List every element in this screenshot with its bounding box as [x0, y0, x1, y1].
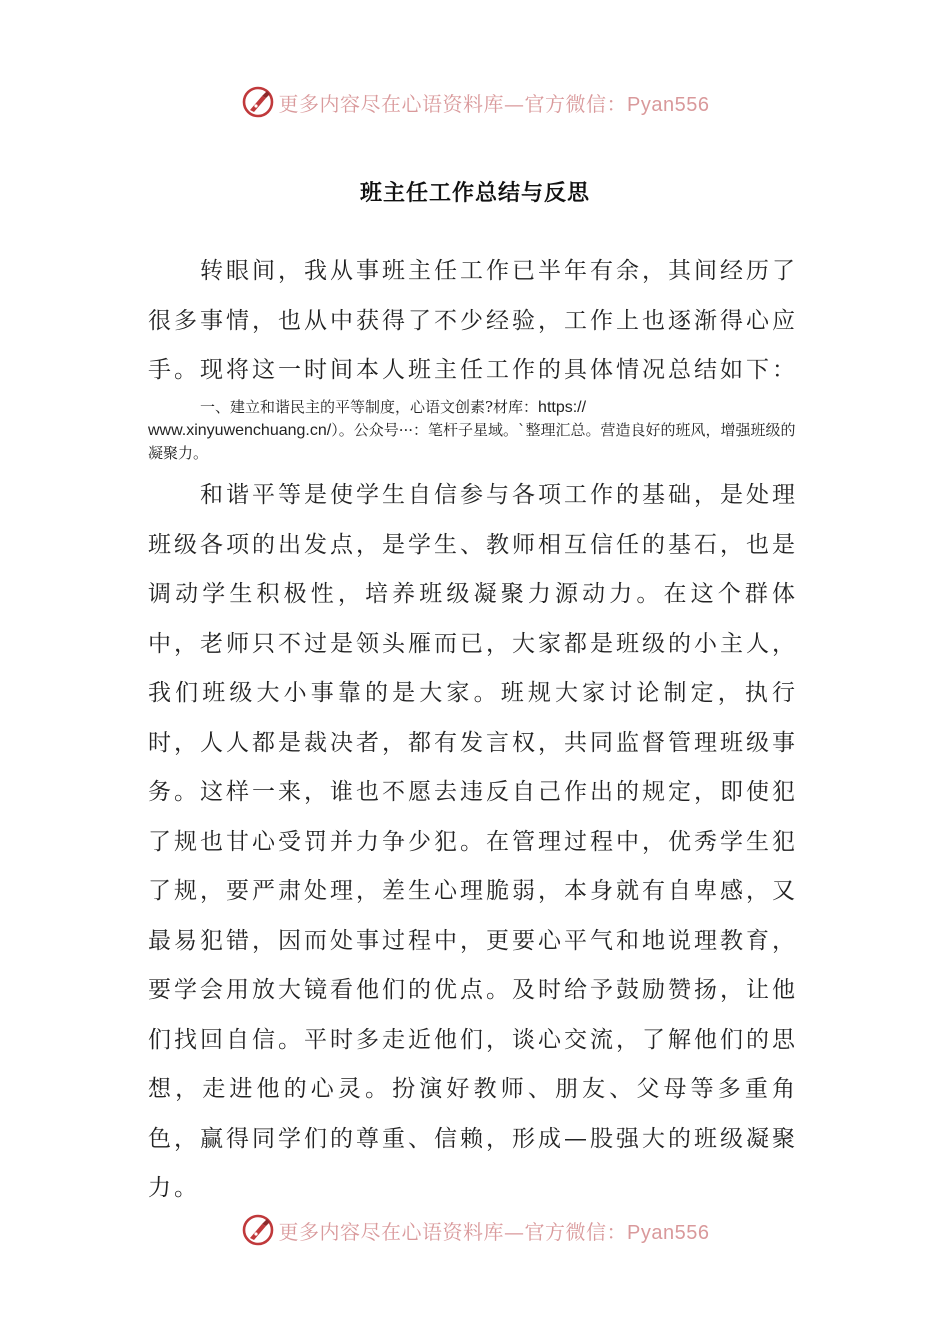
watermark-text: 更多内容尽在心语资料库—官方微信：Pyan556: [278, 1219, 710, 1244]
wechat-handle: Pyan556: [627, 93, 710, 116]
wechat-handle: Pyan556: [627, 1221, 710, 1244]
section-heading-note: [148, 396, 808, 465]
footer-watermark-banner: [0, 1208, 950, 1252]
pen-nib-logo-icon: [241, 85, 275, 119]
pen-nib-logo-icon: [241, 1213, 275, 1247]
note-text-2: ）。公众号···：笔杆子星域。`整理汇总。营造良好的班风，增强班级的凝聚力。: [148, 421, 796, 462]
intro-paragraph: 转眼间，我从事班主任工作已半年有余，其间经历了很多事情，也从中获得了不少经验，工作上也逐渐得心应手。现将这一时间本人班主任工作的具体情况总结如下：: [148, 258, 798, 383]
note-url-1: https://: [538, 399, 587, 416]
note-text-1: 一、建立和谐民主的平等制度，心语文创素?材库：: [200, 398, 539, 416]
body-paragraph: 和谐平等是使学生自信参与各项工作的基础，是处理班级各项的出发点，是学生、教师相互信任的基石，也是调动学生积极性，培养班级凝聚力源动力。在这个群体中，老师只不过是领头雁而已，大家都是班级的小主人，我们班级大小事靠的是大家。班规大家讨论制定，执行时，人人都是裁决者，都有发言权，共同监督管理班级事务。这样一来，谁也不愿去违反自己作出的规定，即使犯了规也甘心受罚并力争少犯。在管理过程中，优秀学生犯了规，要严肃处理，差生心理脆弱，本身就有自卑感，又最易犯错，因而处事过程中，更要心平气和地说理教育，要学会用放大镜看他们的优点。及时给予鼓励赞扬，让他们找回自信。平时多走近他们，谈心交流，了解他们的思想，走进他的心灵。扮演好教师、朋友、父母等多重角色，赢得同学们的尊重、信赖，形成—股强大的班级凝聚力。: [148, 482, 798, 1201]
header-watermark-banner: [0, 80, 950, 124]
document-title: 班主任工作总结与反思: [359, 180, 590, 206]
note-url-2: www.xinyuwenchuang.cn/: [148, 422, 332, 439]
watermark-text: 更多内容尽在心语资料库—官方微信：Pyan556: [278, 91, 710, 116]
